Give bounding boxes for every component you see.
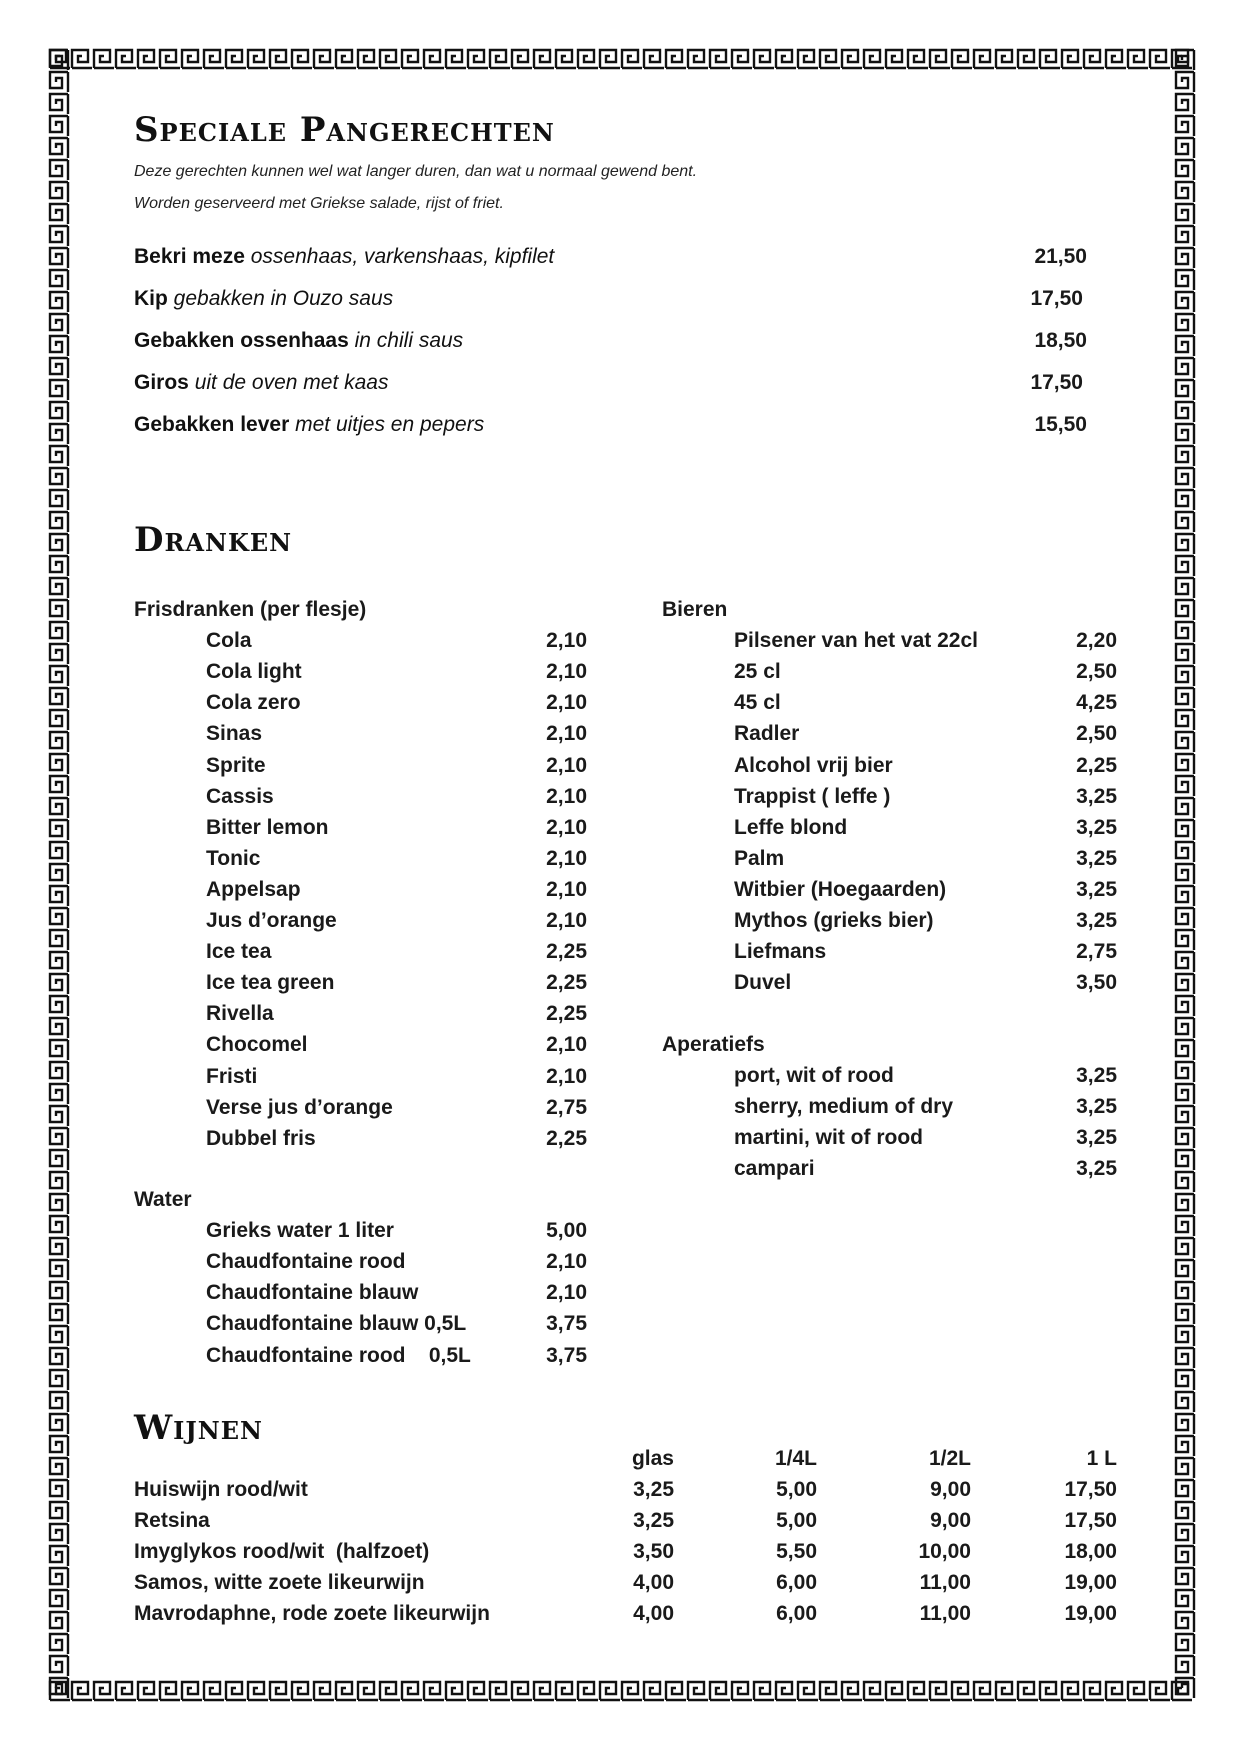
bier-item: Palm	[734, 847, 785, 870]
frisdrank-price: 2,10	[546, 785, 587, 808]
wine-name: Huiswijn rood/wit	[134, 1478, 308, 1501]
frisdrank-item: Sprite	[206, 754, 266, 777]
frisdrank-price: 2,25	[546, 971, 587, 994]
pan-note-2: Worden geserveerd met Griekse salade, rijst of friet.	[134, 195, 504, 212]
pan-title: Speciale Pangerechten	[134, 110, 555, 150]
pan-dish-price: 15,50	[1034, 413, 1087, 436]
wine-price: 19,00	[1064, 1602, 1117, 1625]
frisdrank-item: Appelsap	[206, 878, 301, 901]
wine-column-header: 1/2L	[928, 1447, 971, 1470]
pan-dish-name: Kip	[134, 287, 168, 310]
frisdrank-item: Sinas	[206, 722, 263, 745]
frisdrank-item: Bitter lemon	[206, 816, 329, 839]
frisdranken-label: Frisdranken (per flesje)	[134, 598, 367, 621]
pan-dish-desc: in chili saus	[354, 329, 464, 352]
frisdrank-price: 2,10	[546, 1065, 587, 1088]
frisdrank-price: 2,10	[546, 722, 587, 745]
pan-dish-desc: met uitjes en pepers	[295, 413, 485, 436]
water-price: 5,00	[546, 1219, 587, 1242]
frisdrank-price: 2,10	[546, 878, 587, 901]
aperatief-price: 3,25	[1076, 1157, 1117, 1180]
pan-dish-desc: ossenhaas, varkenshaas, kipfilet	[250, 245, 555, 268]
bier-price: 4,25	[1076, 691, 1117, 714]
pan-dish-item	[134, 329, 463, 353]
pan-dish-item	[134, 371, 388, 395]
wine-price: 4,00	[633, 1602, 674, 1625]
meander-line	[50, 50, 1192, 68]
aperatief-item: sherry, medium of dry	[734, 1095, 954, 1118]
frisdrank-item: Ice tea	[206, 940, 272, 963]
bier-item: Witbier (Hoegaarden)	[734, 878, 947, 901]
bier-item: 45 cl	[734, 691, 781, 714]
wine-price: 9,00	[930, 1478, 971, 1501]
frisdrank-price: 2,10	[546, 909, 587, 932]
bier-price: 2,50	[1076, 722, 1117, 745]
frisdrank-price: 2,10	[546, 660, 587, 683]
frisdrank-price: 2,10	[546, 754, 587, 777]
frisdrank-price: 2,10	[546, 847, 587, 870]
aperatiefs-label: Aperatiefs	[662, 1033, 765, 1056]
wine-price: 4,00	[633, 1571, 674, 1594]
frisdrank-item: Rivella	[206, 1002, 274, 1025]
bier-item: Trappist ( leffe )	[734, 785, 891, 808]
water-item: Chaudfontaine blauw 0,5L	[206, 1312, 467, 1335]
frisdrank-price: 2,25	[546, 940, 587, 963]
pan-dish-price: 18,50	[1034, 329, 1087, 352]
bier-item: Radler	[734, 722, 800, 745]
frisdrank-item: Chocomel	[206, 1033, 308, 1056]
wine-name: Retsina	[134, 1509, 210, 1532]
bier-item: Duvel	[734, 971, 792, 994]
pan-dish-name: Gebakken ossenhaas	[134, 329, 349, 352]
meander-line	[50, 1682, 1192, 1700]
wine-price: 17,50	[1064, 1478, 1117, 1501]
wine-price: 6,00	[776, 1571, 817, 1594]
pan-dish-item	[134, 245, 554, 269]
wine-price: 19,00	[1064, 1571, 1117, 1594]
water-item: Grieks water 1 liter	[206, 1219, 394, 1242]
meander-pattern	[48, 48, 70, 1702]
pan-dish-price: 21,50	[1034, 245, 1087, 268]
meander-line	[1176, 50, 1194, 1698]
water-item: Chaudfontaine rood	[206, 1250, 406, 1273]
greek-key-border-left	[48, 48, 70, 1702]
pan-dish-price: 17,50	[1030, 371, 1083, 394]
wine-name: Mavrodaphne, rode zoete likeurwijn	[134, 1602, 490, 1625]
bier-price: 3,25	[1076, 785, 1117, 808]
wine-column-header: glas	[631, 1447, 674, 1470]
bier-item: Alcohol vrij bier	[734, 754, 893, 777]
wine-price: 11,00	[919, 1571, 971, 1594]
bier-price: 3,25	[1076, 847, 1117, 870]
pan-dish-price: 17,50	[1030, 287, 1083, 310]
pan-dish-desc: uit de oven met kaas	[194, 371, 389, 394]
frisdrank-item: Verse jus d’orange	[206, 1096, 393, 1119]
bier-price: 3,25	[1076, 909, 1117, 932]
aperatief-price: 3,25	[1076, 1095, 1117, 1118]
frisdrank-price: 2,10	[546, 629, 587, 652]
wine-price: 3,50	[633, 1540, 674, 1563]
water-label: Water	[134, 1188, 192, 1211]
bier-price: 3,50	[1076, 971, 1117, 994]
water-price: 3,75	[546, 1312, 587, 1335]
meander-line	[50, 50, 68, 1698]
frisdrank-price: 2,75	[546, 1096, 587, 1119]
bier-price: 2,75	[1076, 940, 1117, 963]
bier-price: 2,50	[1076, 660, 1117, 683]
pan-dish-name: Giros	[134, 371, 189, 394]
frisdrank-price: 2,10	[546, 816, 587, 839]
pan-dish-item	[134, 413, 484, 437]
wine-column-header: 1 L	[1086, 1447, 1117, 1470]
bier-price: 3,25	[1076, 878, 1117, 901]
pan-dish-name: Bekri meze	[134, 245, 245, 268]
wine-price: 6,00	[776, 1602, 817, 1625]
pan-dish-name: Gebakken lever	[134, 413, 290, 436]
wine-price: 9,00	[930, 1509, 971, 1532]
frisdrank-item: Fristi	[206, 1065, 258, 1088]
pan-dish-item	[134, 287, 393, 311]
bieren-label: Bieren	[662, 598, 728, 621]
wine-price: 18,00	[1064, 1540, 1117, 1563]
wijnen-title: Wijnen	[134, 1408, 263, 1448]
bier-item: Pilsener van het vat 22cl	[734, 629, 978, 652]
bier-item: Leffe blond	[734, 816, 848, 839]
frisdrank-price: 2,25	[546, 1127, 587, 1150]
frisdrank-item: Jus d’orange	[206, 909, 337, 932]
aperatief-item: port, wit of rood	[734, 1064, 894, 1087]
meander-pattern	[1174, 48, 1196, 1702]
wine-price: 5,00	[776, 1478, 817, 1501]
bier-item: Mythos (grieks bier)	[734, 909, 934, 932]
wine-column-header: 1/4L	[774, 1447, 817, 1470]
greek-key-border-bottom	[48, 1680, 1196, 1702]
bier-price: 2,25	[1076, 754, 1117, 777]
wine-price: 10,00	[918, 1540, 971, 1563]
bier-item: Liefmans	[734, 940, 827, 963]
water-item: Chaudfontaine blauw	[206, 1281, 419, 1304]
wine-price: 5,00	[776, 1509, 817, 1532]
frisdrank-item: Dubbel fris	[206, 1127, 316, 1150]
frisdrank-item: Tonic	[206, 847, 261, 870]
aperatief-price: 3,25	[1076, 1064, 1117, 1087]
frisdrank-item: Ice tea green	[206, 971, 335, 994]
water-price: 2,10	[546, 1281, 587, 1304]
pan-note-1: Deze gerechten kunnen wel wat langer duren, dan wat u normaal gewend bent.	[134, 163, 698, 180]
aperatief-item: martini, wit of rood	[734, 1126, 923, 1149]
dranken-title: Dranken	[134, 520, 293, 560]
greek-key-border-top	[48, 48, 1196, 70]
bier-price: 3,25	[1076, 816, 1117, 839]
aperatief-item: campari	[734, 1157, 815, 1180]
frisdrank-price: 2,10	[546, 1033, 587, 1056]
water-price: 3,75	[546, 1344, 587, 1367]
water-item: Chaudfontaine rood 0,5L	[206, 1344, 471, 1367]
water-price: 2,10	[546, 1250, 587, 1273]
pan-dish-desc: gebakken in Ouzo saus	[173, 287, 394, 310]
bier-price: 2,20	[1076, 629, 1117, 652]
greek-key-border-right	[1174, 48, 1196, 1702]
frisdrank-item: Cola	[206, 629, 252, 652]
meander-pattern	[48, 48, 1196, 70]
frisdrank-item: Cassis	[206, 785, 274, 808]
aperatief-price: 3,25	[1076, 1126, 1117, 1149]
meander-pattern	[48, 1680, 1196, 1702]
wine-price: 5,50	[776, 1540, 817, 1563]
wine-name: Samos, witte zoete likeurwijn	[134, 1571, 425, 1594]
wine-price: 17,50	[1064, 1509, 1117, 1532]
frisdrank-item: Cola zero	[206, 691, 301, 714]
frisdrank-item: Cola light	[206, 660, 302, 683]
frisdrank-price: 2,10	[546, 691, 587, 714]
frisdrank-price: 2,25	[546, 1002, 587, 1025]
bier-item: 25 cl	[734, 660, 781, 683]
wine-price: 3,25	[633, 1478, 674, 1501]
wine-name: Imyglykos rood/wit (halfzoet)	[134, 1540, 430, 1563]
wine-price: 3,25	[633, 1509, 674, 1532]
wine-price: 11,00	[919, 1602, 971, 1625]
